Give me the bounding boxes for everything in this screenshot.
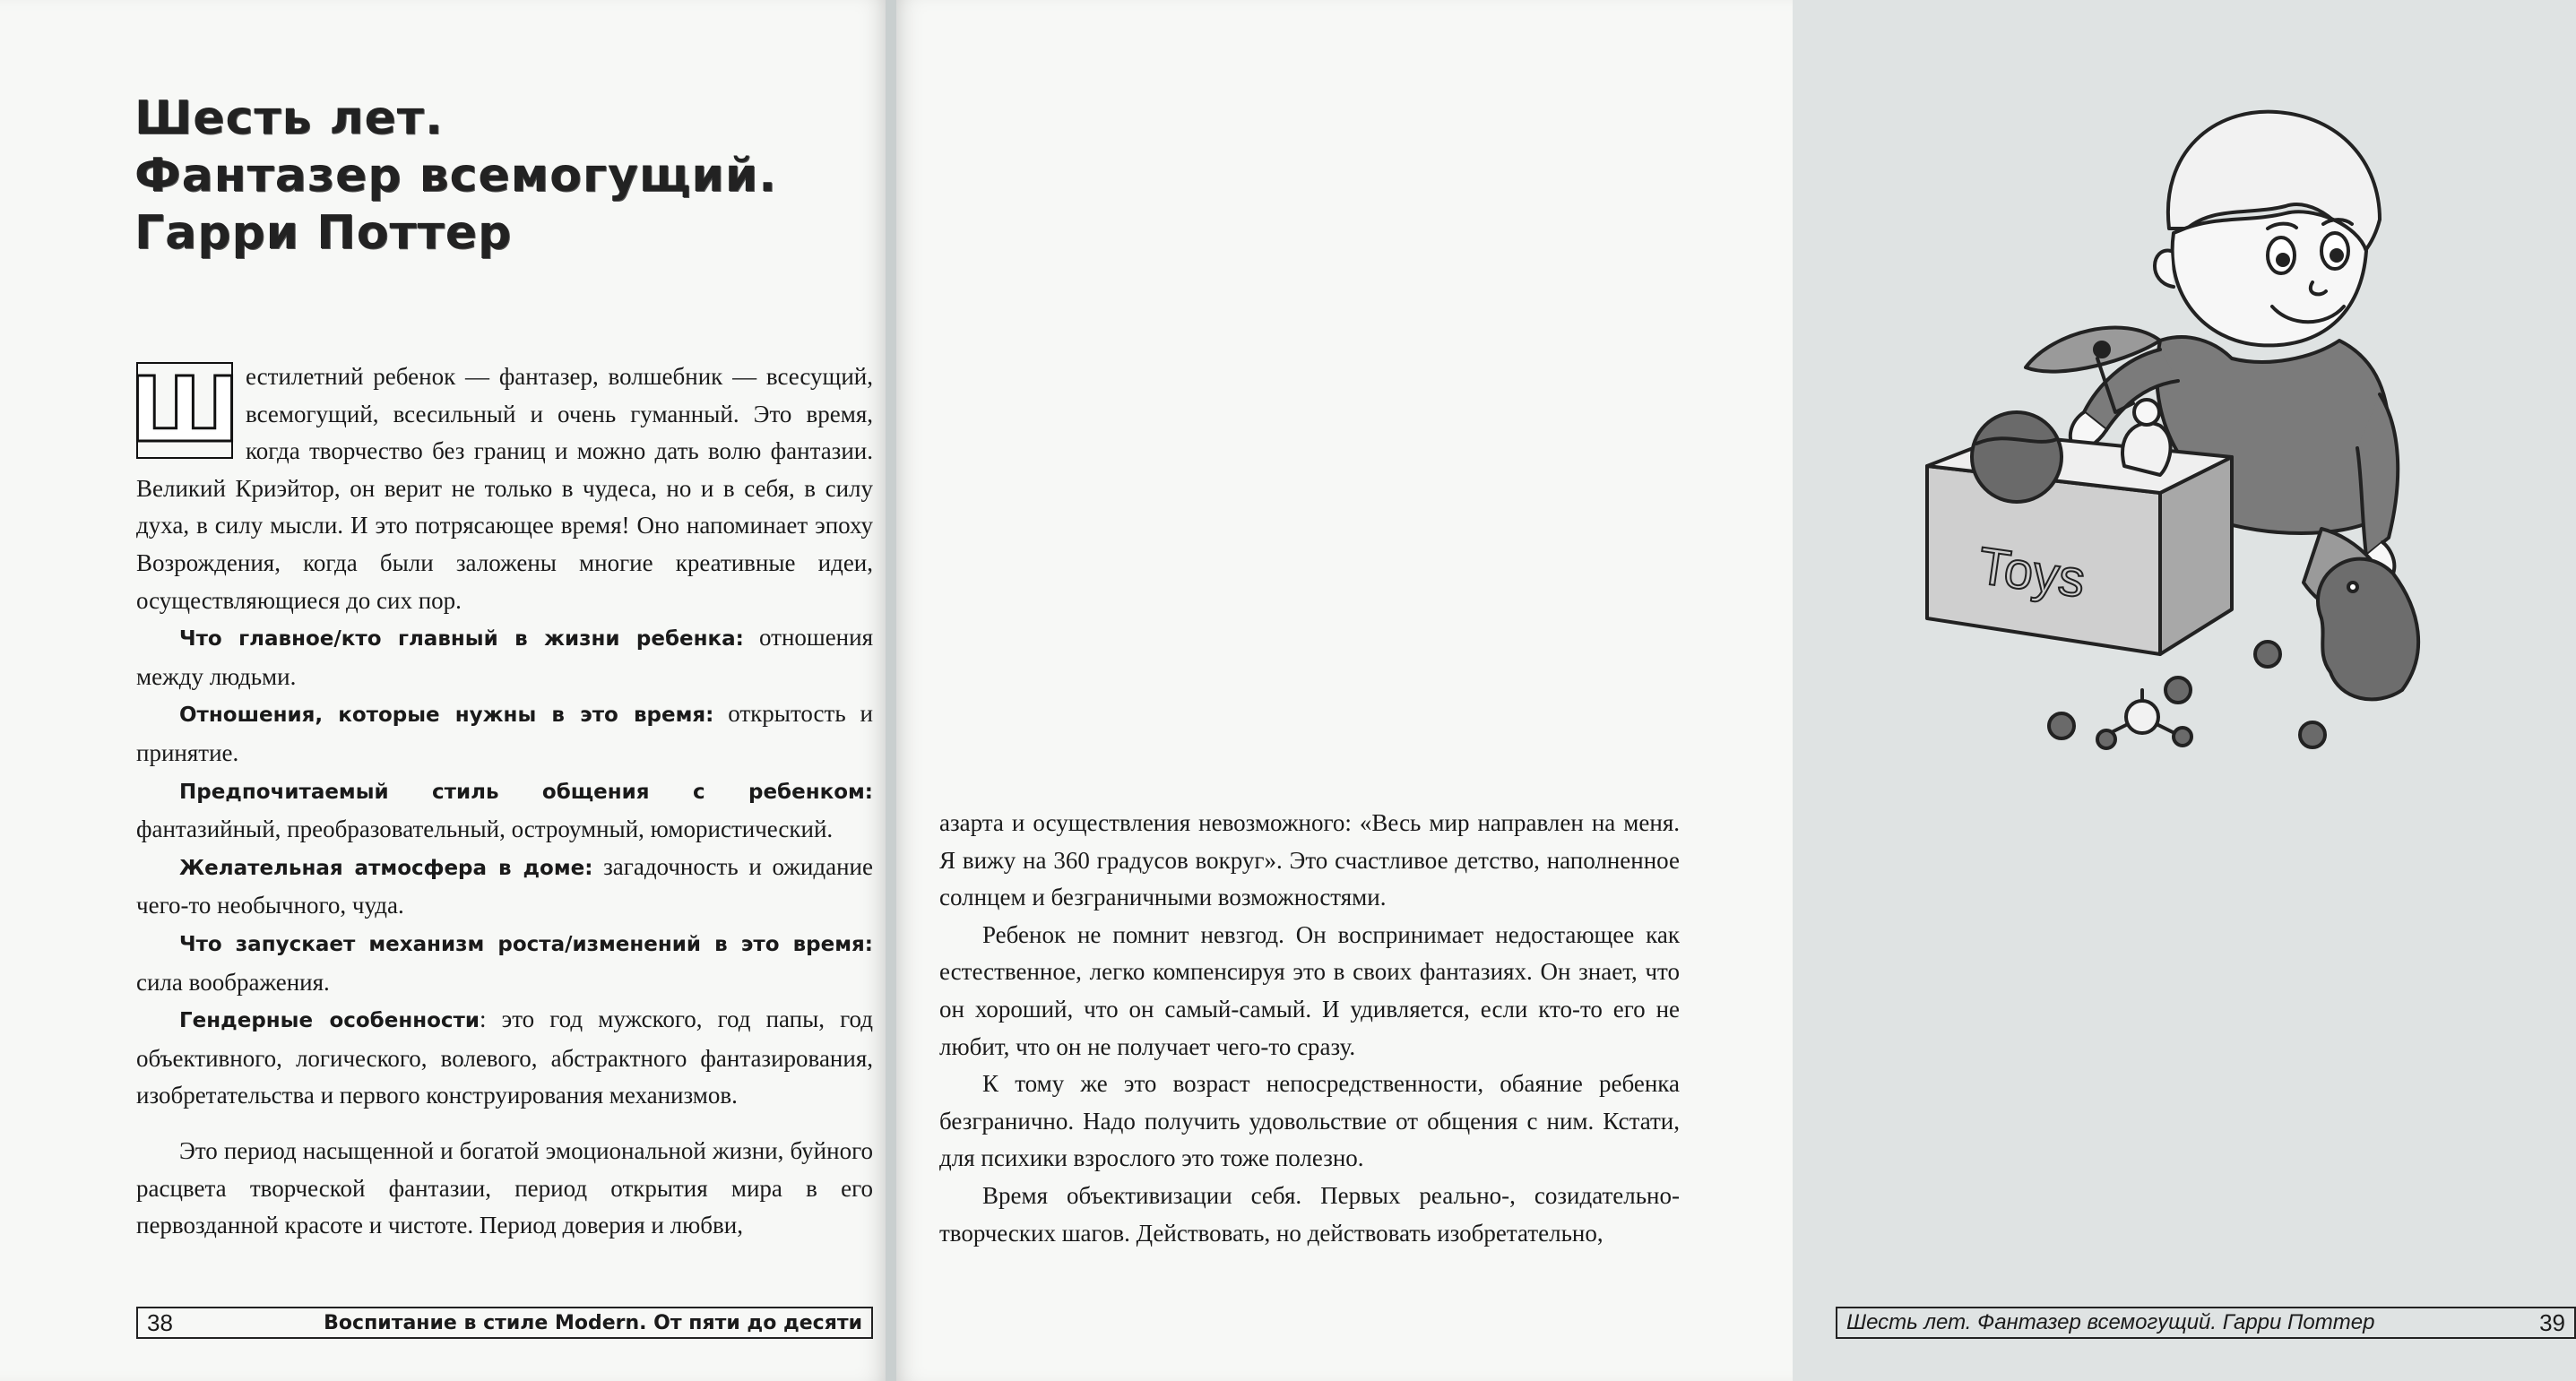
title-line-1: Шесть лет.	[134, 91, 444, 145]
right-paragraph: Время объективизации себя. Первых реально-, созидательно-творческих шагов. Действовать, но действовать изобретательно,	[939, 1181, 1680, 1247]
item-text: фантазийный, преобразовательный, остроумный, юмористический.	[136, 816, 834, 843]
right-body-text	[939, 805, 1680, 1252]
intro-paragraph	[129, 358, 873, 619]
item-label: Отношения, которые нужны в это время:	[179, 703, 714, 728]
closing-paragraph: Это период насыщенной и богатой эмоциональной жизни, буйного расцвета творческой фантазии, период открытия мира в его первозданной красоте и чистоте. Период доверия и любви,	[136, 1137, 873, 1239]
left-body-text	[129, 358, 873, 1115]
item-paragraph	[136, 1001, 873, 1115]
book-gutter	[886, 0, 896, 1381]
title-line-2: Фантазер всемогущий.	[134, 149, 778, 203]
right-page	[896, 0, 2565, 1381]
intro-text: естилетний ребенок — фантазер, волшебник — всесущий, всемогущий, всесильный и очень гуманный. Это время, когда творчество без границ и можно дать волю фантазии. Великий Криэйтор, он верит не только в чудеса, но и в себя, в силу духа, в силу мысли. И это потрясающее время! Оно напоминает эпоху Возрождения, когда были заложены многие креативные идеи, осуществляющиеся до сих пор.	[136, 363, 873, 614]
item-label: Гендерные особенности	[179, 1009, 480, 1033]
item-paragraph	[136, 925, 873, 1001]
item-label: Желательная атмосфера в доме:	[179, 856, 593, 880]
item-paragraph	[136, 695, 873, 772]
chapter-title	[134, 90, 777, 262]
item-paragraph	[136, 772, 873, 849]
item-label: Что главное/кто главный в жизни ребенка:	[179, 627, 744, 652]
page-number-right: 39	[2539, 1308, 2565, 1336]
right-paragraph: К тому же это возраст непосредственности, обаяние ребенка безгранично. Надо получить удовольствие от общения с ним. Кстати, для психики взрослого это тоже полезно.	[939, 1070, 1680, 1172]
item-paragraph	[136, 619, 873, 695]
item-text: отношения между людьми.	[136, 624, 873, 690]
right-paragraph: азарта и осуществления невозможного: «Весь мир направлен на меня. Я вижу на 360 градусов вокруг». Это счастливое детство, наполненное солнцем и безграничными возможностями.	[939, 809, 1680, 911]
item-paragraph	[136, 849, 873, 925]
item-label: Что запускает механизм роста/изменений в это время:	[179, 932, 873, 956]
running-head-right: Шесть лет. Фантазер всемогущий. Гарри Поттер	[1846, 1310, 2375, 1334]
left-footer	[136, 1307, 873, 1339]
running-head-left: Воспитание в стиле Modern. От пяти до десяти	[324, 1311, 862, 1334]
boy-with-toy-box-illustration	[1891, 72, 2465, 771]
title-line-3: Гарри Поттер	[134, 206, 513, 260]
item-text: сила воображения.	[136, 968, 330, 996]
right-paragraph: Ребенок не помнит невзгод. Он воспринимает недостающее как естественное, легко компенсируя это в своих фантазиях. Он знает, что он хороший, что он самый-самый. И удивляется, если кто-то его не любит, что он не получает чего-то сразу.	[939, 920, 1680, 1060]
right-footer	[1836, 1307, 2576, 1339]
closing-text	[136, 1133, 873, 1245]
item-text: открытость и принятие.	[136, 700, 873, 766]
page-number-left: 38	[147, 1308, 173, 1336]
item-text: : это год мужского, год папы, год объективного, логического, волевого, абстрактного фантазирования, изобретательства и первого конструирования механизмов.	[136, 1006, 873, 1109]
left-page	[0, 0, 886, 1381]
dropcap: Ш	[129, 358, 240, 462]
item-label: Предпочитаемый стиль общения с ребенком:	[179, 780, 873, 804]
item-text: загадочность и ожидание чего-то необычного, чуда.	[136, 852, 873, 919]
toys-label: Toys	[1975, 536, 2089, 609]
